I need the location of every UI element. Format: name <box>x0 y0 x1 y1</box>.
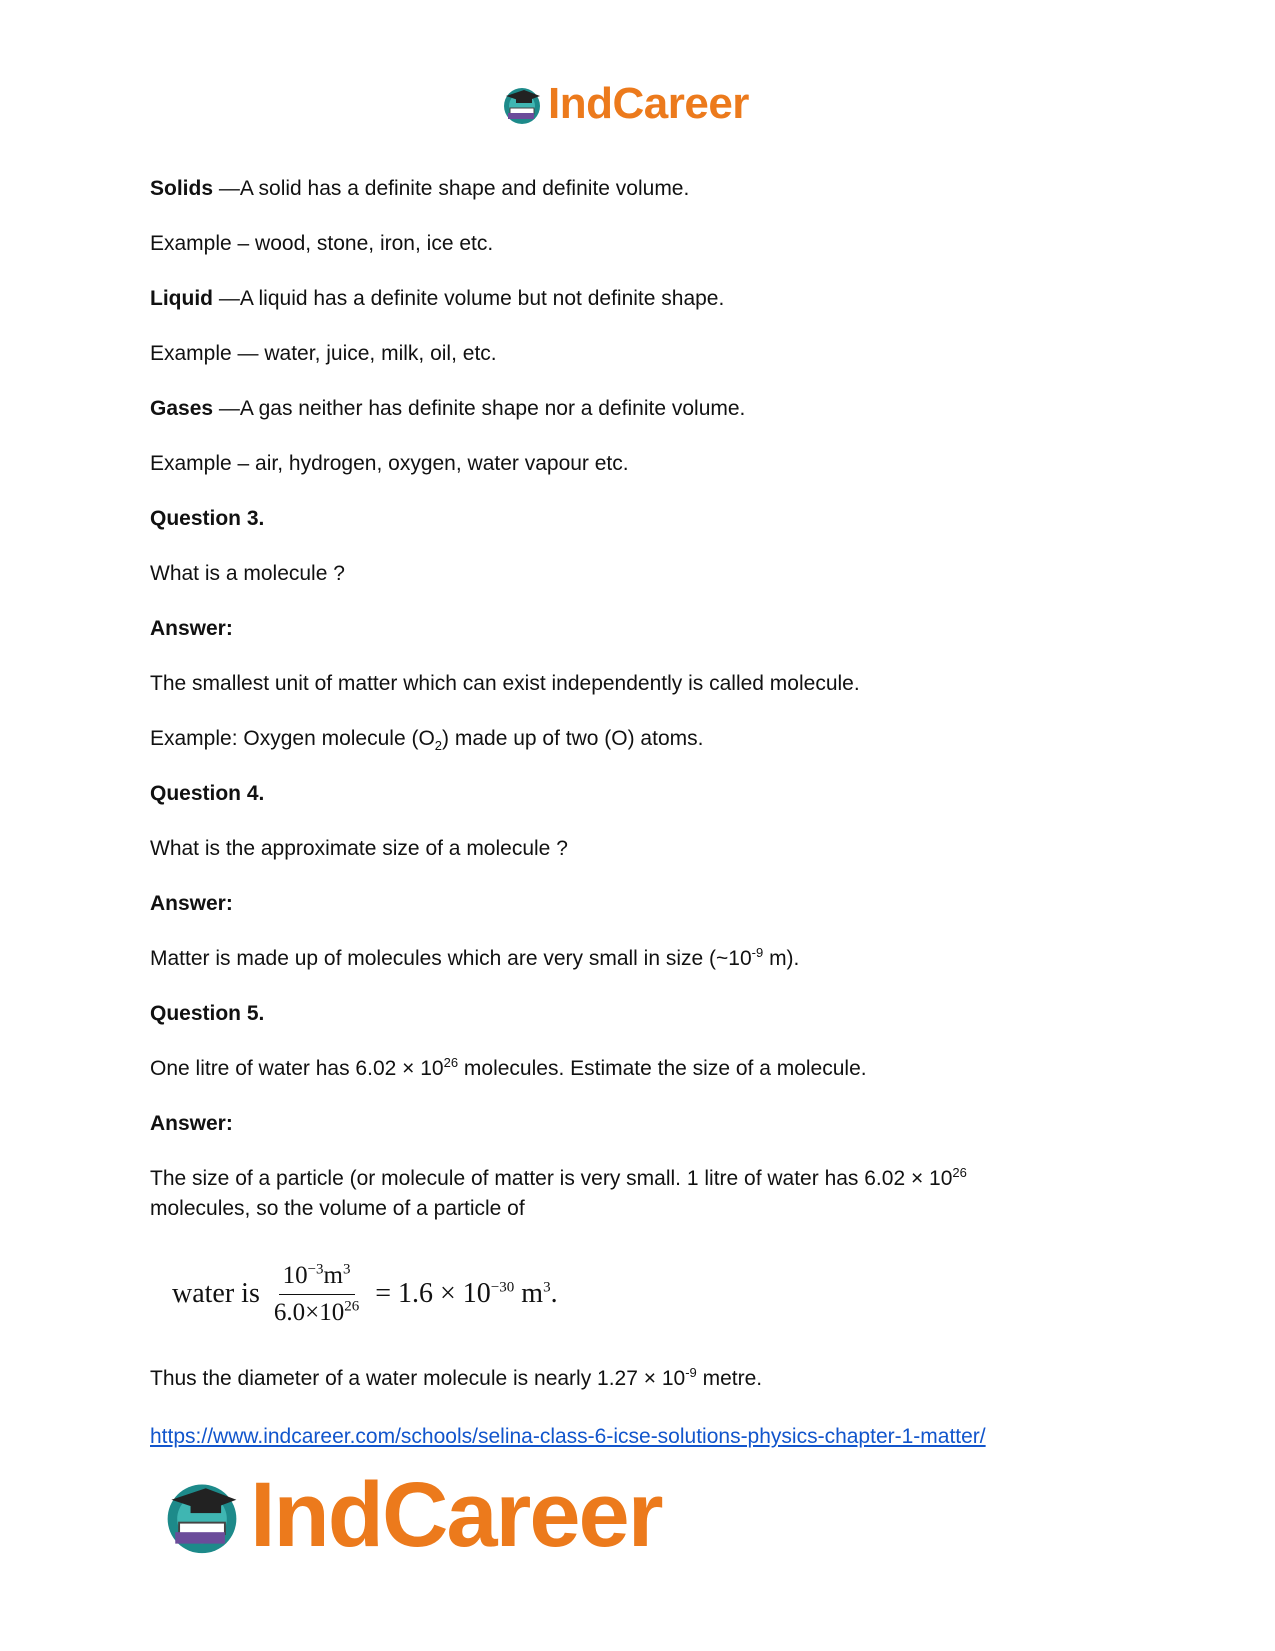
gases-term: Gases <box>150 397 214 420</box>
answer-3-label: Answer: <box>150 617 233 640</box>
answer-4-pre: Matter is made up of molecules which are very small in size (~10 <box>150 947 752 970</box>
answer-5-exponent: 26 <box>952 1165 967 1180</box>
source-link-paragraph <box>150 1422 1130 1452</box>
liquid-example: Example — water, juice, milk, oil, etc. <box>150 342 497 365</box>
formula-result: = $1.6 \times 10^{-30}$ $m^3$. <box>375 1278 558 1309</box>
formula-denominator: $6.0\times 10^{26}$ <box>273 1298 360 1326</box>
question-5-post: molecules. Estimate the size of a molecule. <box>458 1057 867 1080</box>
oxygen-subscript: 2 <box>434 738 443 754</box>
answer-5-post: molecules, so the volume of a particle of <box>150 1197 525 1220</box>
conclusion-post: metre. <box>696 1367 763 1390</box>
answer-3-example-post: ) made up of two (O) atoms. <box>442 727 704 750</box>
answer-3-text: The smallest unit of matter which can exist independently is called molecule. <box>150 672 860 695</box>
answer-3-example <box>150 724 1130 754</box>
solids-paragraph <box>150 174 1130 204</box>
question-5-exponent: 26 <box>443 1055 459 1070</box>
answer-4-exponent: -9 <box>751 945 764 960</box>
formula-lead: water is <box>172 1278 260 1309</box>
liquid-term: Liquid <box>150 287 213 310</box>
graduation-cap-globe-books-icon <box>500 82 544 126</box>
formula-numerator: $10^{-3}m^3$ <box>279 1261 355 1295</box>
solids-text: —A solid has a definite shape and definite volume. <box>213 177 690 200</box>
conclusion-pre: Thus the diameter of a water molecule is nearly 1.27 × 10 <box>150 1367 686 1390</box>
logo-text: IndCareer <box>548 79 749 128</box>
header-logo <box>500 78 749 130</box>
answer-4-text <box>150 944 1130 974</box>
graduation-cap-globe-books-icon <box>160 1473 244 1557</box>
question-5-label: Question 5. <box>150 1002 265 1025</box>
solids-term: Solids <box>150 177 214 200</box>
answer-5-label: Answer: <box>150 1112 233 1135</box>
question-5-pre: One litre of water has 6.02 × 10 <box>150 1057 444 1080</box>
formula-fraction <box>270 1261 363 1328</box>
answer-3-example-pre: Example: Oxygen molecule (O <box>150 727 435 750</box>
question-3-text: What is a molecule ? <box>150 562 345 585</box>
footer-logo-text: IndCareer <box>250 1463 662 1566</box>
answer-5-text <box>150 1164 1130 1224</box>
volume-formula <box>172 1254 1130 1334</box>
liquid-paragraph <box>150 284 1130 314</box>
gases-paragraph <box>150 394 1130 424</box>
question-4-text: What is the approximate size of a molecule ? <box>150 837 568 860</box>
document-body <box>150 174 1130 1477</box>
question-5-text <box>150 1054 1130 1084</box>
gases-text: —A gas neither has definite shape nor a definite volume. <box>213 397 746 420</box>
conclusion-exponent: -9 <box>685 1365 697 1380</box>
question-3-label: Question 3. <box>150 507 265 530</box>
answer-5-conclusion <box>150 1364 1130 1394</box>
solids-example: Example – wood, stone, iron, ice etc. <box>150 232 494 255</box>
footer-logo <box>160 1463 662 1566</box>
liquid-text: —A liquid has a definite volume but not definite shape. <box>212 287 725 310</box>
question-4-label: Question 4. <box>150 782 265 805</box>
source-link[interactable]: https://www.indcareer.com/schools/selina-class-6-icse-solutions-physics-chapter-1-matter/ <box>150 1425 986 1448</box>
answer-4-label: Answer: <box>150 892 233 915</box>
gases-example: Example – air, hydrogen, oxygen, water vapour etc. <box>150 452 629 475</box>
answer-5-pre: The size of a particle (or molecule of matter is very small. 1 litre of water has 6.02 × 10 <box>150 1167 953 1190</box>
answer-4-post: m). <box>763 947 800 970</box>
